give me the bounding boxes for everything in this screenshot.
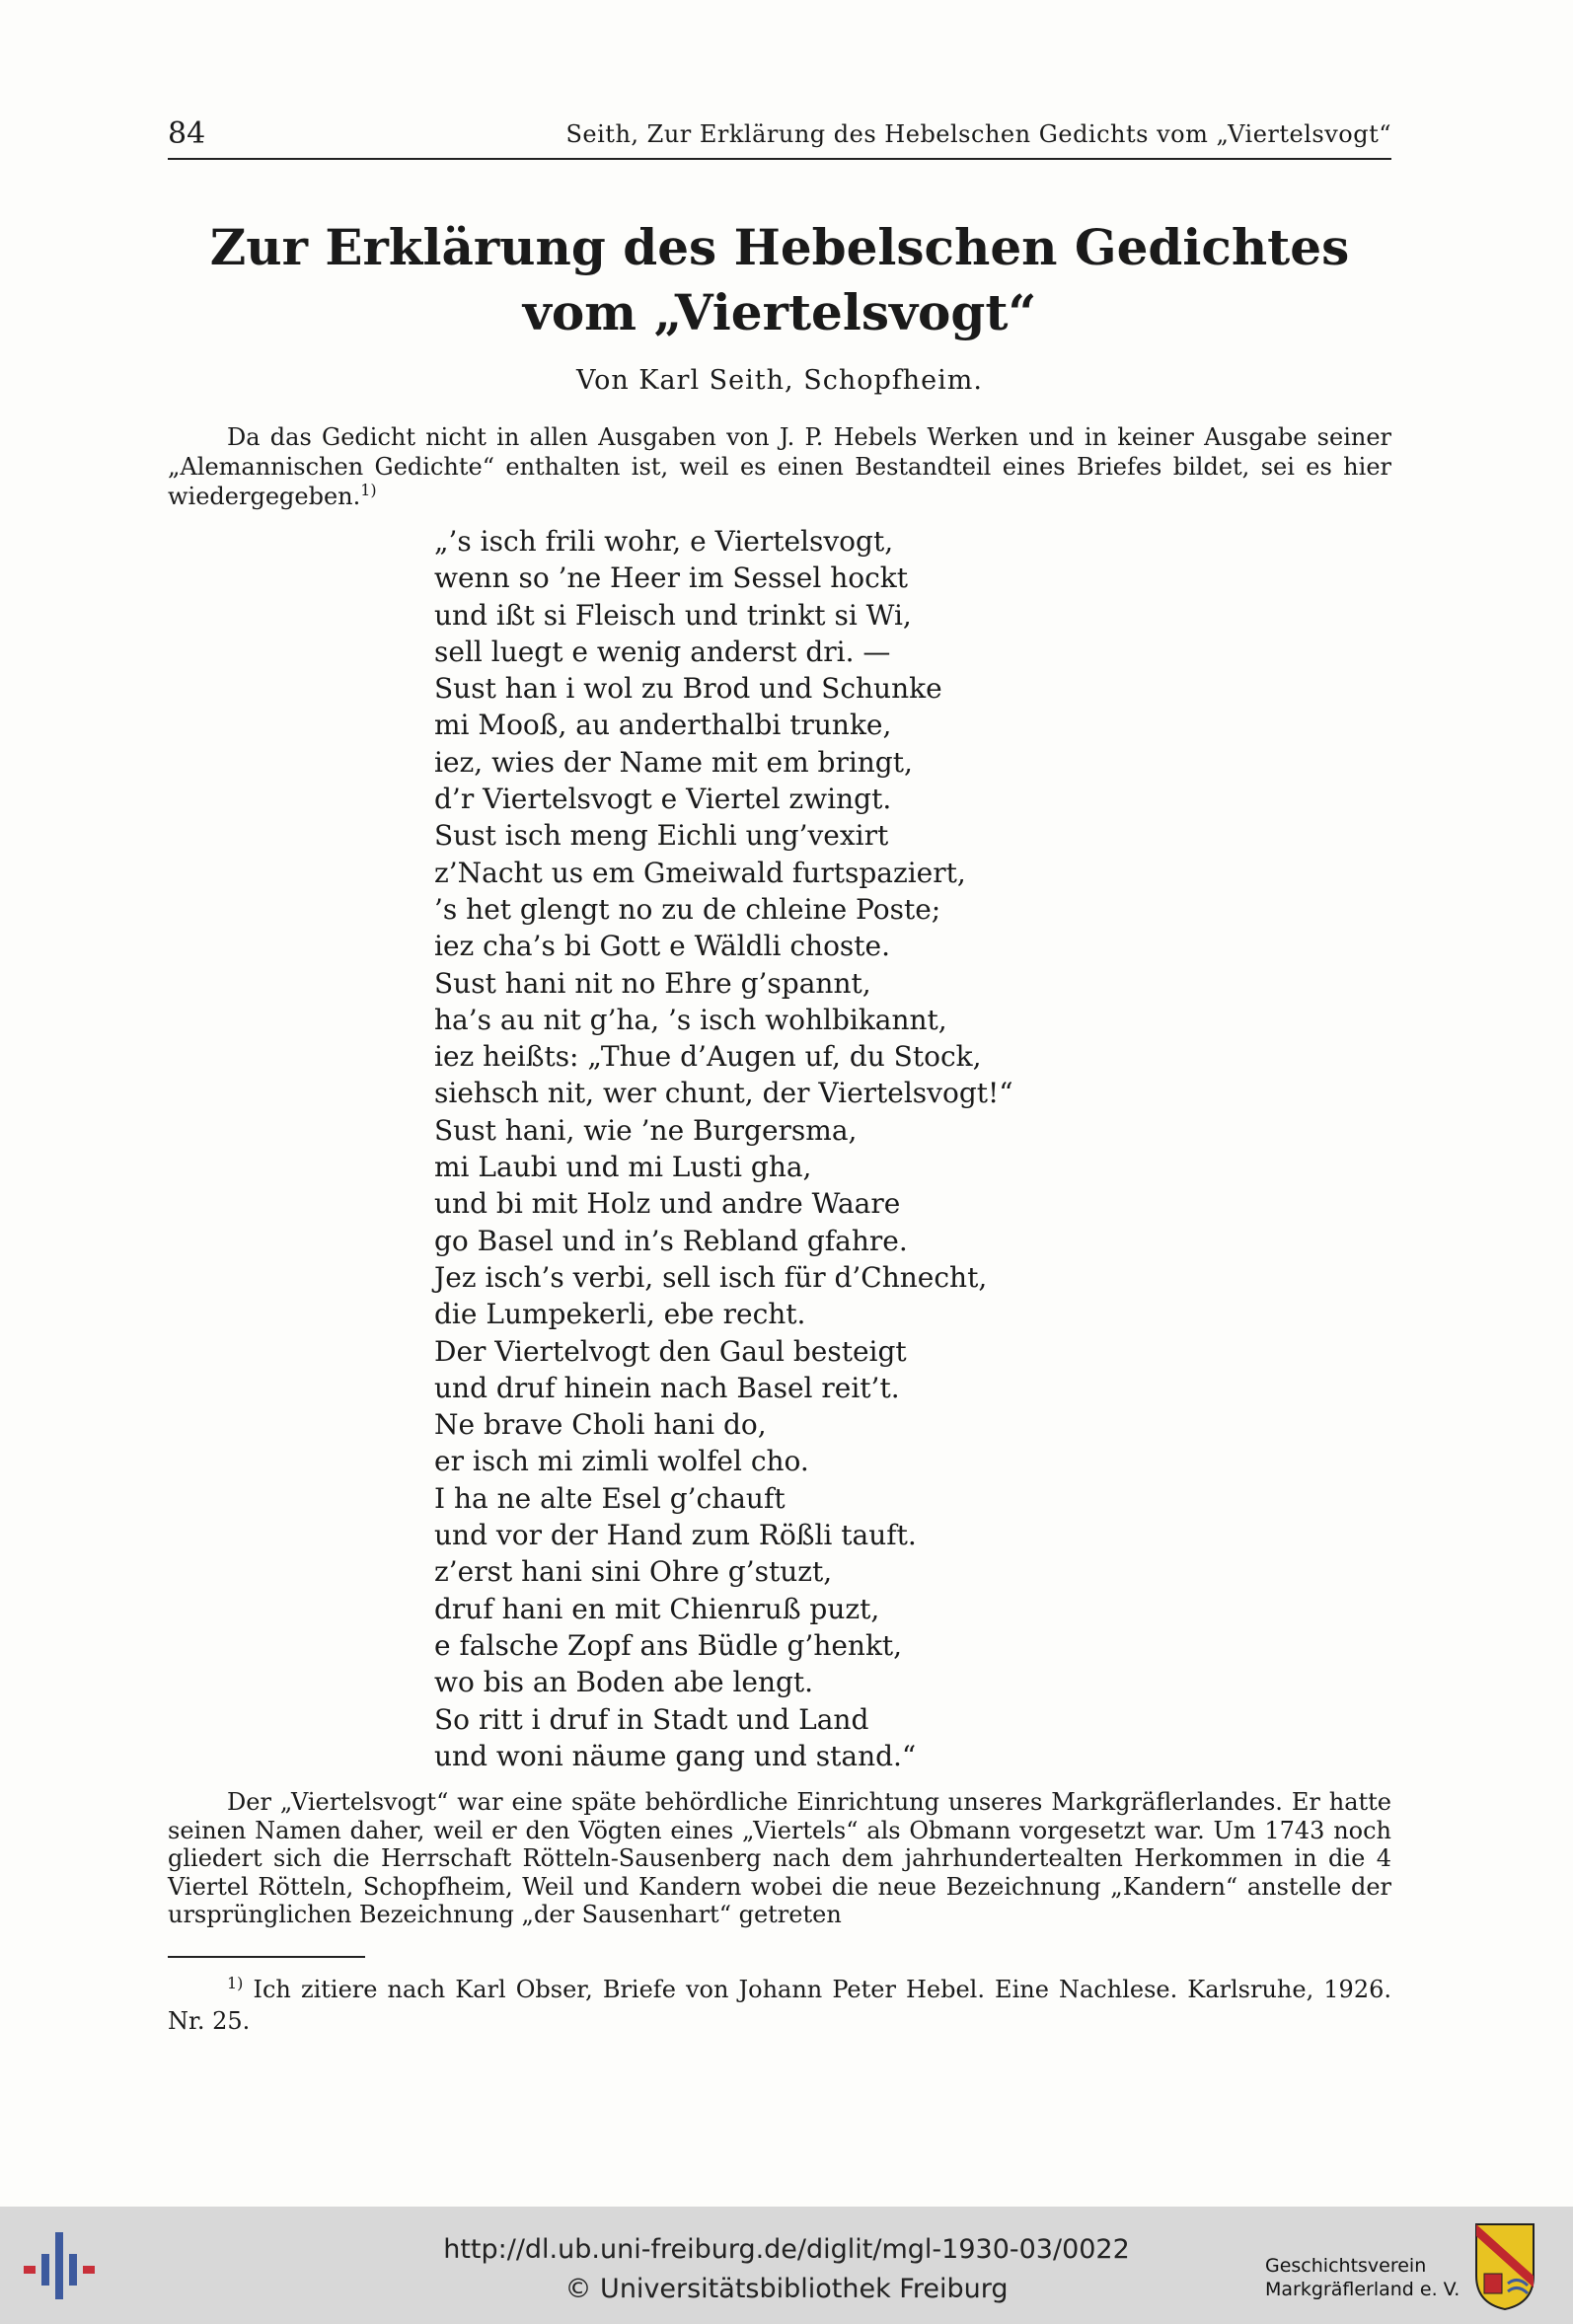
poem-line: druf hani en mit Chienruß puzt,: [434, 1592, 880, 1625]
footnote-mark: 1): [227, 1974, 244, 1992]
running-head: [168, 116, 1391, 156]
poem-line: e falsche Zopf ans Büdle g’henkt,: [434, 1628, 903, 1662]
society-name: [1265, 2254, 1462, 2301]
poem-line: „’s isch frili wohr, e Viertelsvogt,: [434, 525, 894, 558]
poem-line: und druf hinein nach Basel reit’t.: [434, 1371, 900, 1404]
article-title: Zur Erklärung des Hebelschen Gedichtes vom „Viertelsvogt“: [209, 218, 1350, 341]
header-divider: [168, 158, 1391, 160]
poem-line: Sust hani, wie ’ne Burgersma,: [434, 1113, 858, 1147]
poem: [434, 523, 1184, 1774]
intro-text: Da das Gedicht nicht in allen Ausgaben von J. P. Hebels Werken und in keiner Ausgabe seiner „Alemannischen Gedichte“ enthalten ist, weil es einen Bestandteil eines Briefes bildet, sei es hier wiedergegeben.: [168, 423, 1391, 510]
poem-line: er isch mi zimli wolfel cho.: [434, 1445, 809, 1478]
poem-line: ’s het glengt no zu de chleine Poste;: [434, 892, 941, 926]
poem-line: und ißt si Fleisch und trinkt si Wi,: [434, 598, 912, 632]
poem-line: Jez isch’s verbi, sell isch für d’Chnecht,: [434, 1260, 988, 1294]
poem-line: und vor der Hand zum Rößli tauft.: [434, 1519, 917, 1552]
poem-line: iez heißts: „Thue d’Augen uf, du Stock,: [434, 1040, 982, 1074]
society-name-line2: Markgräflerland e. V.: [1265, 2279, 1461, 2300]
society-name-line1: Geschichtsverein: [1265, 2255, 1427, 2277]
footnote-divider: [168, 1956, 365, 1958]
poem-line: sell luegt e wenig anderst dri. —: [434, 635, 891, 668]
poem-line: ha’s au nit g’ha, ’s isch wohlbikannt,: [434, 1003, 947, 1036]
copyright-notice: © Universitätsbibliothek Freiburg: [564, 2274, 1009, 2304]
intro-paragraph: [168, 422, 1391, 511]
poem-line: iez cha’s bi Gott e Wäldli choste.: [434, 930, 891, 963]
poem-line: iez, wies der Name mit em bringt,: [434, 745, 913, 779]
permalink-url[interactable]: http://dl.ub.uni-freiburg.de/diglit/mgl-1930-03/0022: [443, 2234, 1130, 2265]
poem-line: und woni näume gang und stand.“: [434, 1739, 917, 1772]
poem-line: siehsch nit, wer chunt, der Viertelsvogt!“: [434, 1077, 1013, 1110]
poem-line: wenn so ’ne Heer im Sessel hockt: [434, 562, 908, 595]
body-paragraph: Der „Viertelsvogt“ war eine späte behördliche Einrichtung unseres Markgräflerlandes. Er hatte seinen Namen daher, weil er den Vögten eines „Viertels“ als Obmann vorgesetzt war. Um 1743 noch gliedert sich die Herrschaft Rötteln-Sausenberg nach dem jahrhundertealten Herkommen in die 4 Viertel Rötteln, Schopfheim, Weil und Kandern wobei die neue Bezeichnung „Kandern“ anstelle der ursprünglichen Bezeichnung „der Sausenhart“ getreten: [168, 1788, 1391, 1928]
page-number: 84: [168, 116, 206, 151]
poem-line: Sust isch meng Eichli ung’vexirt: [434, 819, 889, 853]
poem-line: die Lumpekerli, ebe recht.: [434, 1298, 806, 1331]
poem-line: Sust han i wol zu Brod und Schunke: [434, 672, 942, 706]
poem-line: wo bis an Boden abe lengt.: [434, 1666, 814, 1699]
poem-line: So ritt i druf in Stadt und Land: [434, 1702, 869, 1736]
viewer-footer: [0, 2207, 1573, 2324]
poem-line: z’erst hani sini Ohre g’stuzt,: [434, 1555, 833, 1589]
poem-line: z’Nacht us em Gmeiwald furtspaziert,: [434, 856, 966, 889]
poem-line: go Basel und in’s Rebland gfahre.: [434, 1224, 908, 1257]
poem-line: Ne brave Choli hani do,: [434, 1408, 767, 1442]
poem-line: Sust hani nit no Ehre g’spannt,: [434, 966, 871, 1000]
coat-of-arms-icon: [1474, 2222, 1536, 2311]
poem-line: Der Viertelvogt den Gaul besteigt: [434, 1334, 907, 1368]
footnote: [168, 1974, 1391, 2037]
poem-line: I ha ne alte Esel g’chauft: [434, 1481, 786, 1515]
footnote-reference: 1): [360, 481, 377, 499]
poem-line: mi Laubi und mi Lusti gha,: [434, 1151, 812, 1184]
author-line: Von Karl Seith, Schopfheim.: [576, 365, 983, 396]
poem-line: und bi mit Holz und andre Waare: [434, 1187, 901, 1221]
running-title: Seith, Zur Erklärung des Hebelschen Gedichts vom „Viertelsvogt“: [565, 120, 1391, 148]
footnote-text: Ich zitiere nach Karl Obser, Briefe von Johann Peter Hebel. Eine Nachlese. Karlsruhe, 1926. Nr. 25.: [168, 1976, 1391, 2035]
poem-line: mi Mooß, au anderthalbi trunke,: [434, 709, 892, 742]
poem-line: d’r Viertelsvogt e Viertel zwingt.: [434, 783, 892, 816]
